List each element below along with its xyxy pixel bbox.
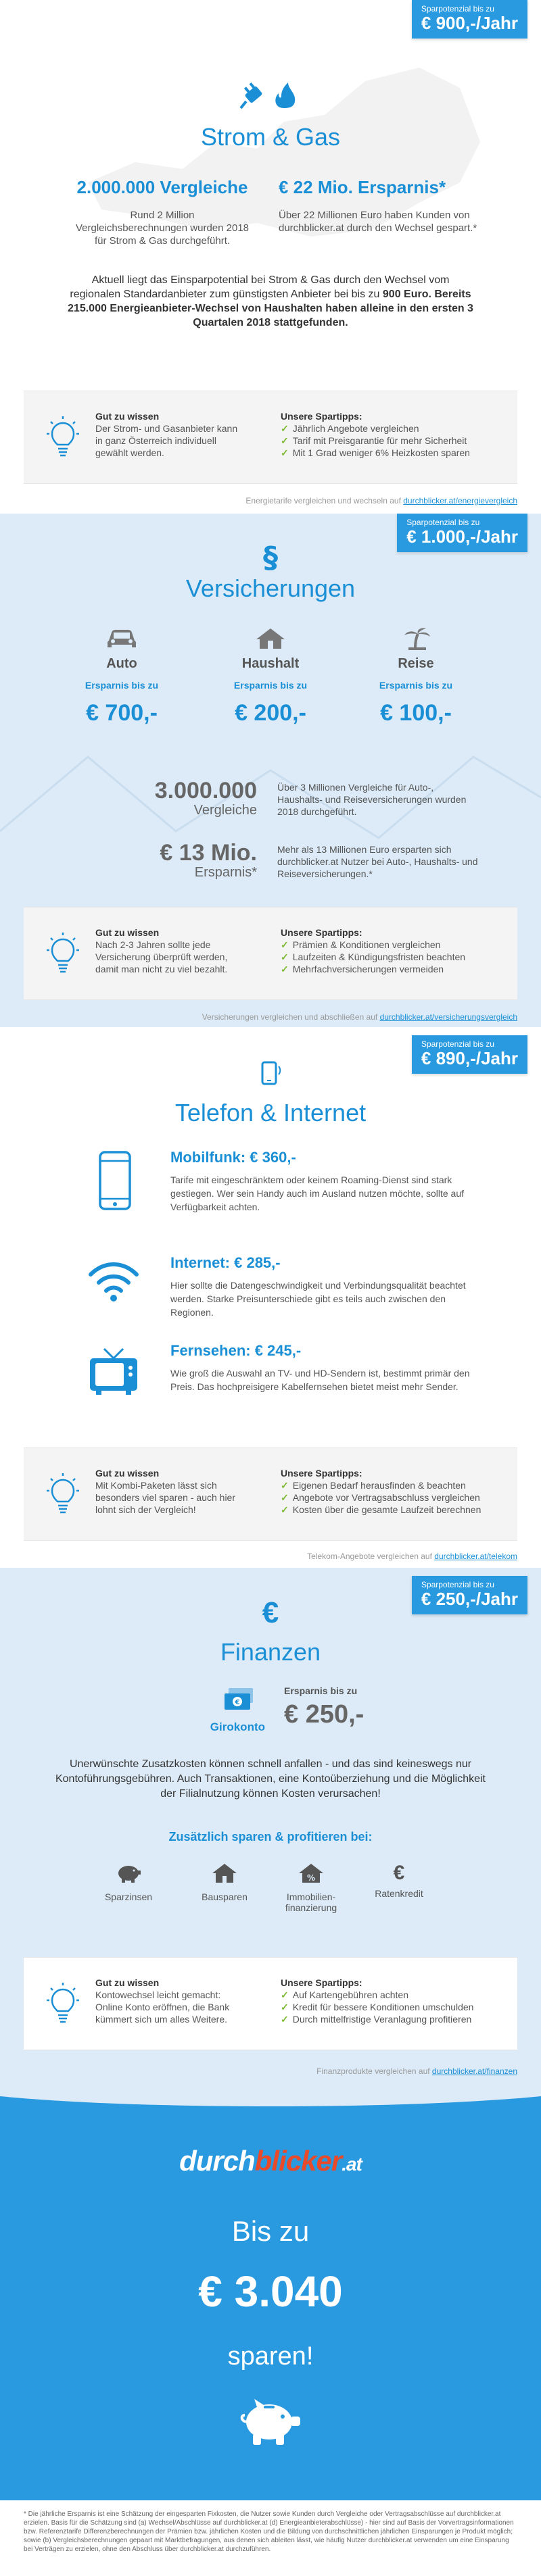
badge-label: Sparpotenzial bis zu xyxy=(406,518,480,527)
checkmark-icon: ✓ xyxy=(281,423,289,434)
lightbulb-icon xyxy=(44,1472,82,1516)
section-footer xyxy=(202,1012,517,1022)
saving-tip xyxy=(281,447,511,459)
tips-box xyxy=(24,391,517,484)
saving-tip-text: Durch mittelfristige Veranlagung profitieren xyxy=(292,2014,472,2025)
stat-comparisons-value: 2.000.000 Vergleiche xyxy=(76,177,248,197)
saving-tips xyxy=(281,1467,511,1516)
tel-item-head: Fernsehen: € 245,- xyxy=(170,1342,302,1359)
badge-amount: € 1.000,-/Jahr xyxy=(406,526,518,547)
stat-savings xyxy=(95,841,257,881)
savings-badge xyxy=(412,1035,527,1074)
saving-tip xyxy=(281,939,511,951)
saving-tip-text: Mehrfachversicherungen vermeiden xyxy=(292,964,444,974)
tel-item-text: Wie groß die Auswahl an TV- und HD-Sendern ist, bestimmt primär den Preis. Das hochpreisigere Kabelfernsehen bietet meist mehr Sender. xyxy=(170,1368,470,1392)
tel-item-internet xyxy=(170,1254,488,1319)
banknote-icon xyxy=(222,1687,256,1714)
extra-label: Sparzinsen xyxy=(104,1891,153,1902)
palm-tree-icon xyxy=(399,627,433,650)
checkmark-icon: ✓ xyxy=(281,939,289,950)
logo-part-tld: .at xyxy=(342,2154,362,2175)
saving-tip-text: Kosten über die gesamte Laufzeit berechnen xyxy=(292,1504,481,1515)
car-icon xyxy=(105,627,139,650)
saving-tip-text: Jährlich Angebote vergleichen xyxy=(292,423,419,434)
insurance-haushalt xyxy=(216,627,325,726)
saving-tip xyxy=(281,2013,511,2025)
phone-signal-icon xyxy=(257,1060,284,1087)
footer-text: Energietarife vergleichen und wechseln auf xyxy=(245,496,404,505)
saving-tips-title: Unsere Spartipps: xyxy=(281,1468,362,1479)
lightbulb-icon xyxy=(44,415,82,460)
durchblicker-logo xyxy=(0,2145,541,2177)
saving-tip xyxy=(281,963,511,975)
description-part-1: Aktuell liegt das Einsparpotential bei Strom & Gas durch den Wechsel vom regionalen Standardanbieter zum günstigsten Anbieter bei bis zu xyxy=(70,274,450,300)
stat-comparisons xyxy=(74,177,250,247)
lightbulb-icon xyxy=(44,1981,82,2026)
svg-text:%: % xyxy=(306,1873,316,1883)
saving-tip xyxy=(281,1491,511,1504)
section-strom-gas xyxy=(0,0,541,514)
description-highlight: 900 Euro. xyxy=(382,289,431,300)
column-sub: Ersparnis bis zu xyxy=(233,680,308,691)
saving-tip xyxy=(281,422,511,435)
stat-comparisons-text: Über 3 Millionen Vergleiche für Auto-, Haushalts- und Reiseversicherungen wurden 2018 durchgeführt. xyxy=(277,782,467,817)
saving-tips xyxy=(281,410,511,459)
giro-sub: Ersparnis bis zu xyxy=(284,1685,358,1696)
insurance-auto xyxy=(68,627,176,726)
logo-part-durch: durch xyxy=(179,2145,255,2177)
insurance-reise xyxy=(362,627,470,726)
stat-savings-sub: Ersparnis* xyxy=(194,865,257,880)
saving-tip-text: Auf Kartengebühren achten xyxy=(292,1989,408,2000)
saving-tip xyxy=(281,435,511,447)
good-to-know xyxy=(95,926,244,975)
extra-label: Ratenkredit xyxy=(375,1888,423,1899)
checkmark-icon: ✓ xyxy=(281,447,289,458)
checkmark-icon: ✓ xyxy=(281,2014,289,2025)
footer-text: Versicherungen vergleichen und abschließen auf xyxy=(202,1012,380,1022)
section-summary xyxy=(0,2089,541,2576)
footnote-text: * Die jährliche Ersparnis ist eine Schätzung der eingesparten Fixkosten, die Nutzer sowie Kunden durch Vergleiche oder Vertragsabschlüsse auf durchblicker.at erzielen. Basis für die Schätzung sind (a) Wechsel/Abschlüsse auf durchblicker.at (d) Energieanbieterabschlüsse) - hier sind auf Basis der Vorvertragsinformationen bzw. Referenztarife Differenzberechnungen der Prämien bzw. jährlichen Kosten und die Bildung von durchschnittlichen jährlichen Einsparungen je Produkt möglich; sowie (b) Vergleichsberechnungen gepaart mit Marktbefragungen, aus denen sich ableiten lässt, wie häufig Nutzer durchblicker.at verwenden um eine Einsparung bei Verträgen zu erzielen, ohne den Abschluss über durchblicker.at durchzuführen. xyxy=(24,2510,514,2553)
section-description xyxy=(68,273,473,330)
giro-value: € 250,- xyxy=(284,1700,364,1729)
tel-item-mobilfunk xyxy=(170,1149,488,1214)
section-footer xyxy=(316,2066,517,2076)
saving-tip-text: Mit 1 Grad weniger 6% Heizkosten sparen xyxy=(292,447,470,458)
tel-item-head: Internet: € 285,- xyxy=(170,1254,281,1271)
good-to-know xyxy=(95,1977,244,2025)
section-finanzen xyxy=(0,1568,541,2089)
tips-box xyxy=(24,1447,517,1541)
badge-label: Sparpotenzial bis zu xyxy=(421,4,494,14)
extras-title: Zusätzlich sparen & profitieren bei: xyxy=(168,1830,373,1843)
stat-comparisons xyxy=(95,778,257,818)
column-label: Auto xyxy=(106,656,137,671)
section-title: Versicherungen xyxy=(185,574,356,602)
extra-bausparen xyxy=(184,1862,265,1902)
saving-tip xyxy=(281,1989,511,2001)
footer-link[interactable]: durchblicker.at/energievergleich xyxy=(403,496,517,505)
saving-tip-text: Laufzeiten & Kündigungsfristen beachten xyxy=(292,951,466,962)
footer-text: Telekom-Angebote vergleichen auf xyxy=(307,1552,435,1561)
footer-text: Finanzprodukte vergleichen auf xyxy=(316,2066,432,2076)
wave-top-decoration xyxy=(0,2089,541,2110)
stat-comparisons-text: Rund 2 Million Vergleichsberechnungen wurden 2018 für Strom & Gas durchgeführt. xyxy=(75,209,250,247)
section-versicherungen xyxy=(0,514,541,1027)
checkmark-icon: ✓ xyxy=(281,1504,289,1515)
stat-savings xyxy=(279,177,502,234)
good-to-know xyxy=(95,1467,244,1516)
section-footer xyxy=(307,1552,517,1561)
piggy-bank-icon xyxy=(115,1862,142,1884)
checkmark-icon: ✓ xyxy=(281,435,289,446)
saving-tips xyxy=(281,1977,511,2025)
extra-immobilien xyxy=(270,1862,352,1913)
svg-text:€: € xyxy=(235,1699,240,1706)
badge-label: Sparpotenzial bis zu xyxy=(421,1580,494,1589)
section-description: Unerwünschte Zusatzkosten können schnell anfallen - und das sind keineswegs nur Kontoführungsgebühren. Auch Transaktionen, eine Kontoüberziehung und die Möglichkeit der Filialnutzung können Kosten verursachen! xyxy=(55,1758,486,1800)
euro-icon: € xyxy=(393,1862,405,1884)
house-percent-icon xyxy=(298,1862,325,1884)
good-to-know-title: Gut zu wissen xyxy=(95,927,160,938)
section-title: Finanzen xyxy=(220,1638,321,1666)
checkmark-icon: ✓ xyxy=(281,2002,289,2012)
good-to-know xyxy=(95,410,244,459)
column-label: Haushalt xyxy=(241,656,300,671)
lightbulb-icon xyxy=(44,931,82,976)
checkmark-icon: ✓ xyxy=(281,964,289,974)
tips-box xyxy=(24,1957,517,2050)
saving-tip xyxy=(281,1479,511,1491)
column-value: € 700,- xyxy=(86,700,158,726)
section-telefon-internet xyxy=(0,1027,541,1568)
wifi-icon xyxy=(87,1260,141,1303)
saving-tip xyxy=(281,2001,511,2013)
good-to-know-text: Der Strom- und Gasanbieter kann in ganz Österreich individuell gewählt werden. xyxy=(95,423,238,458)
footer-link[interactable]: durchblicker.at/telekom xyxy=(434,1552,517,1561)
badge-amount: € 250,-/Jahr xyxy=(421,1589,518,1609)
checkmark-icon: ✓ xyxy=(281,1989,289,2000)
extra-ratenkredit xyxy=(358,1862,440,1899)
section-title: Telefon & Internet xyxy=(174,1099,367,1126)
footer-link[interactable]: durchblicker.at/versicherungsvergleich xyxy=(379,1012,517,1022)
piggy-bank-icon xyxy=(238,2395,303,2449)
extra-sparzinsen xyxy=(88,1862,169,1902)
tel-item-text: Tarife mit eingeschränktem oder keinem Roaming-Dienst sind stark gestiegen. Wer sein Handy auch im Ausland nutzen möchte, sollte auf Verfügbarkeit achten. xyxy=(170,1174,464,1212)
column-sub: Ersparnis bis zu xyxy=(85,680,159,691)
summary-line-1: Bis zu xyxy=(231,2215,310,2247)
column-value: € 200,- xyxy=(235,700,306,726)
saving-tip-text: Tarif mit Preisgarantie für mehr Sicherheit xyxy=(292,435,467,446)
savings-badge xyxy=(412,1576,527,1614)
footer-link[interactable]: durchblicker.at/finanzen xyxy=(431,2066,517,2076)
saving-tip xyxy=(281,1504,511,1516)
section-title: Strom & Gas xyxy=(200,123,341,151)
euro-icon: € xyxy=(262,1596,279,1629)
checkmark-icon: ✓ xyxy=(281,951,289,962)
giro-label: Girokonto xyxy=(210,1720,265,1733)
tel-item-head: Mobilfunk: € 360,- xyxy=(170,1149,296,1166)
good-to-know-text: Mit Kombi-Paketen lässt sich besonders viel sparen - auch hier lohnt sich der Vergleich! xyxy=(95,1480,236,1515)
stat-savings-value: € 22 Mio. Ersparnis* xyxy=(279,177,446,197)
savings-badge xyxy=(397,514,527,552)
column-sub: Ersparnis bis zu xyxy=(379,680,453,691)
house-icon xyxy=(211,1862,238,1884)
tv-icon xyxy=(88,1346,139,1397)
saving-tip-text: Kredit für bessere Konditionen umschulden xyxy=(292,2002,474,2012)
logo-part-blicker: blicker xyxy=(254,2145,342,2177)
section-footer xyxy=(245,496,517,505)
saving-tips-title: Unsere Spartipps: xyxy=(281,927,362,938)
paragraph-icon: § xyxy=(263,541,278,575)
good-to-know-text: Kontowechsel leicht gemacht: Online Konto eröffnen, die Bank kümmert sich um alles Weitere. xyxy=(95,1989,230,2025)
mobile-phone-icon xyxy=(98,1150,132,1211)
saving-tips-title: Unsere Spartipps: xyxy=(281,1977,362,1988)
saving-tip-text: Prämien & Konditionen vergleichen xyxy=(292,939,441,950)
good-to-know-title: Gut zu wissen xyxy=(95,411,160,422)
saving-tips-title: Unsere Spartipps: xyxy=(281,411,362,422)
footnote-box xyxy=(0,2500,541,2576)
stat-savings-text: Mehr als 13 Millionen Euro ersparten sich durchblicker.at Nutzer bei Auto-, Haushalts- und Reiseversicherungen.* xyxy=(277,844,478,879)
column-value: € 100,- xyxy=(380,700,452,726)
savings-badge xyxy=(412,0,527,39)
column-label: Reise xyxy=(398,656,434,671)
description-part-2: Bereits 215.000 Energieanbieter-Wechsel von Haushalten haben alleine in den ersten 3 Quartalen 2018 stattgefunden. xyxy=(68,289,473,328)
checkmark-icon: ✓ xyxy=(281,1480,289,1491)
summary-line-3: sparen! xyxy=(227,2342,314,2371)
tel-item-fernsehen xyxy=(170,1342,488,1393)
badge-amount: € 890,-/Jahr xyxy=(421,1048,518,1068)
stat-savings-value: € 13 Mio. xyxy=(160,840,257,866)
saving-tip xyxy=(281,951,511,963)
saving-tip-text: Angebote vor Vertragsabschluss vergleichen xyxy=(292,1492,480,1503)
house-icon xyxy=(254,627,287,650)
extra-label: Immobilien- finanzierung xyxy=(285,1891,337,1913)
stat-comparisons-value: 3.000.000 xyxy=(154,778,257,803)
good-to-know-title: Gut zu wissen xyxy=(95,1977,160,1988)
tel-item-text: Hier sollte die Datengeschwindigkeit und Verbindungsqualität beachtet werden. Starke Preisunterschiede gibt es teils auch zwischen den Regionen. xyxy=(170,1280,466,1318)
plug-flame-icon xyxy=(237,80,304,114)
saving-tips xyxy=(281,926,511,975)
stat-savings-text: Über 22 Millionen Euro haben Kunden von durchblicker.at durch den Wechsel gespart.* xyxy=(279,209,477,234)
tips-box xyxy=(24,907,517,1000)
good-to-know-text: Nach 2-3 Jahren sollte jede Versicherung überprüft werden, damit man nicht zu viel bezahlt. xyxy=(95,939,228,974)
checkmark-icon: ✓ xyxy=(281,1492,289,1503)
badge-amount: € 900,-/Jahr xyxy=(421,13,518,33)
extra-label: Bausparen xyxy=(202,1891,248,1902)
stat-comparisons-sub: Vergleiche xyxy=(193,803,257,818)
saving-tip-text: Eigenen Bedarf herausfinden & beachten xyxy=(292,1480,466,1491)
good-to-know-title: Gut zu wissen xyxy=(95,1468,160,1479)
summary-amount: € 3.040 xyxy=(198,2267,343,2316)
badge-label: Sparpotenzial bis zu xyxy=(421,1039,494,1049)
